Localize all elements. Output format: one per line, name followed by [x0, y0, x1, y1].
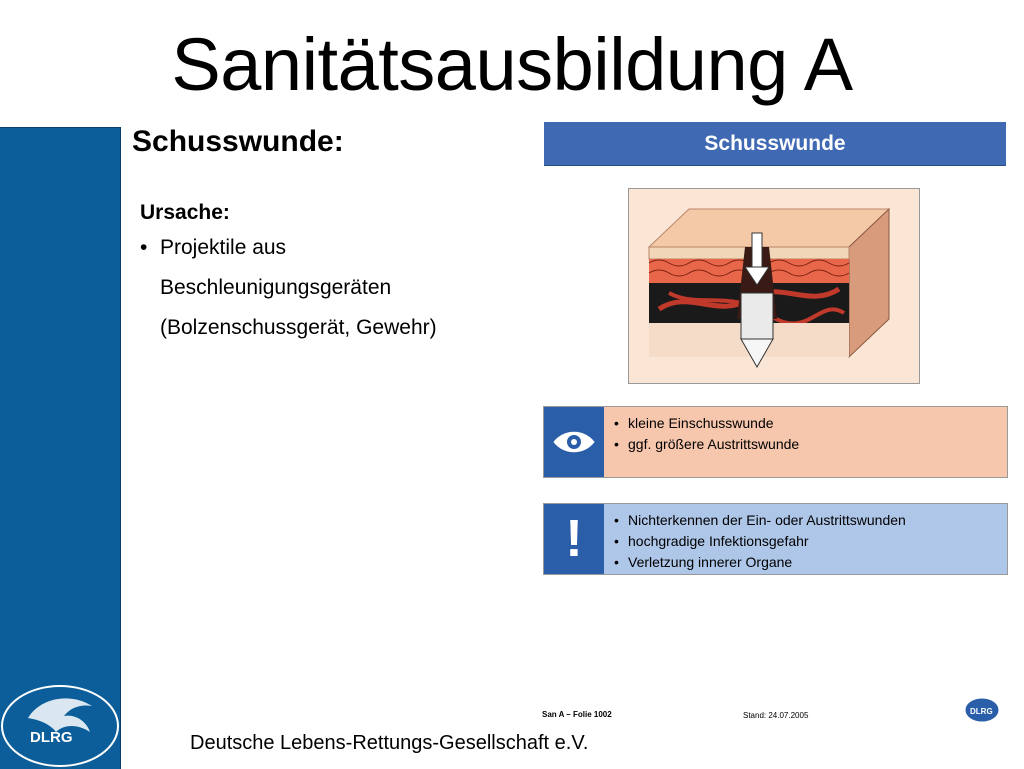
list-item: • ggf. größere Austrittswunde [614, 436, 800, 452]
side-bar [0, 127, 121, 769]
eye-icon [544, 407, 604, 477]
cause-line: Projektile aus [160, 236, 287, 259]
bullet-icon: • [140, 236, 148, 259]
dlrg-logo [0, 680, 120, 768]
info-poster [540, 120, 1008, 730]
list-item: • Nichterkennen der Ein- oder Austrittswunden [614, 512, 906, 528]
observation-row [543, 406, 1008, 478]
section-title: Schusswunde: [132, 125, 344, 158]
warning-row [543, 503, 1008, 575]
svg-text:DLRG: DLRG [30, 729, 73, 746]
svg-text:DLRG: DLRG [970, 707, 993, 716]
wound-illustration [628, 188, 920, 384]
cause-line: Beschleunigungsgeräten [160, 276, 392, 299]
footer-organization: Deutsche Lebens-Rettungs-Gesellschaft e.V. [190, 732, 589, 754]
list-item: • Verletzung innerer Organe [614, 554, 793, 570]
poster-folio: San A – Folie 1002 [542, 710, 612, 719]
exclamation-icon: ! [544, 504, 604, 574]
cause-line: (Bolzenschussgerät, Gewehr) [160, 316, 437, 339]
cause-block [140, 198, 520, 348]
page-title: Sanitätsausbildung A [171, 23, 853, 106]
poster-header: Schusswunde [544, 122, 1006, 166]
poster-date: Stand: 24.07.2005 [743, 711, 809, 720]
list-item: • hochgradige Infektionsgefahr [614, 533, 809, 549]
observation-list [604, 407, 1007, 477]
list-item: • kleine Einschusswunde [614, 415, 774, 431]
warning-list [604, 504, 1007, 574]
poster-dlrg-logo [964, 697, 1000, 723]
cause-bullet [140, 228, 520, 348]
cause-heading: Ursache: [140, 201, 230, 224]
